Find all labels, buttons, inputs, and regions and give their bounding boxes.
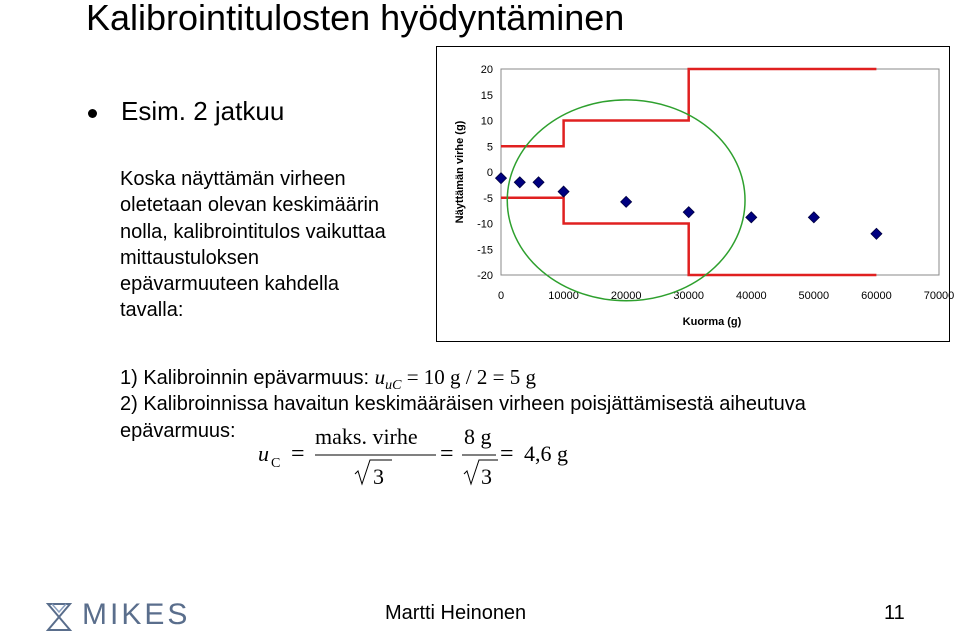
x-tick-label: 20000	[610, 290, 642, 302]
formula-u: u	[258, 441, 269, 466]
item1-prefix: 1) Kalibroinnin epävarmuus:	[120, 367, 375, 389]
x-tick-label: 0	[497, 290, 505, 302]
x-axis-label: Kuorma (g)	[682, 316, 742, 328]
formula-num1: maks. virhe	[315, 424, 418, 449]
calibration-chart	[436, 46, 955, 342]
paragraph-line: oletetaan olevan keskimäärin	[120, 194, 380, 217]
data-point	[871, 228, 882, 239]
data-point	[533, 177, 544, 188]
formula-sub: C	[271, 456, 281, 471]
uncertainty-item-2: 2) Kalibroinnissa havaitun keskimääräisen virheen poisjättämisestä aiheutuva	[120, 393, 806, 415]
y-tick-label: 20	[480, 64, 493, 76]
formula-num2: 8 g	[464, 424, 492, 449]
y-tick-label: 10	[480, 115, 493, 128]
y-tick-label: -15	[477, 244, 493, 257]
x-tick-label: 30000	[673, 290, 705, 302]
y-tick-label: -20	[477, 270, 493, 282]
item1-subscript: uC	[385, 378, 402, 393]
footer-author: Martti Heinonen	[385, 602, 527, 624]
logo-text: MIKES	[82, 598, 191, 631]
uncertainty-item-2-cont: epävarmuus:	[120, 420, 236, 442]
plot-area	[501, 69, 939, 275]
upper-limit-line	[501, 69, 876, 146]
y-tick-label: 5	[486, 141, 493, 154]
slide-title: Kalibrointitulosten hyödyntäminen	[86, 0, 625, 38]
paragraph-line: epävarmuuteen kahdella	[120, 273, 340, 296]
paragraph-line: tavalla:	[120, 299, 184, 322]
data-point	[621, 196, 632, 207]
y-tick-label: 0	[486, 167, 493, 179]
data-point	[514, 177, 525, 188]
bullet-dot-icon	[88, 109, 97, 118]
page-number: 11	[884, 602, 905, 624]
formula-den2: 3	[481, 464, 492, 489]
paragraph-line: mittaustuloksen	[120, 246, 259, 269]
formula-eq2: =	[440, 441, 454, 467]
data-point	[496, 173, 507, 184]
y-axis-label: Näyttämän virhe (g)	[454, 120, 466, 224]
y-tick-label: -5	[483, 192, 493, 205]
y-tick-label: -10	[477, 218, 493, 231]
item1-u: u	[374, 365, 386, 389]
sqrt-icon	[355, 460, 392, 484]
formula-eq3: =	[500, 441, 514, 467]
data-point	[808, 212, 819, 223]
y-tick-label: 15	[480, 89, 493, 102]
sqrt-icon	[464, 460, 498, 484]
data-point	[683, 207, 694, 218]
bullet-text: Esim. 2 jatkuu	[121, 96, 285, 126]
paragraph-line: nolla, kalibrointitulos vaikuttaa	[120, 220, 386, 243]
bullet-item	[88, 96, 284, 126]
data-point	[746, 212, 757, 223]
paragraph-line: Koska näyttämän virheen	[120, 168, 346, 190]
formula-result: 4,6 g	[524, 441, 568, 466]
item1-rest: = 10 g / 2 = 5 g	[401, 365, 536, 389]
explanation-paragraph	[120, 166, 430, 324]
chart-svg	[437, 47, 955, 343]
x-tick-label: 70000	[923, 290, 955, 302]
hourglass-logo-icon	[44, 602, 76, 632]
x-tick-label: 60000	[861, 290, 892, 302]
formula-eq1: =	[291, 441, 305, 467]
data-point	[558, 186, 569, 197]
x-tick-label: 10000	[548, 290, 579, 302]
formula-den1: 3	[373, 464, 384, 489]
x-tick-label: 50000	[798, 290, 830, 302]
x-tick-label: 40000	[735, 290, 767, 302]
